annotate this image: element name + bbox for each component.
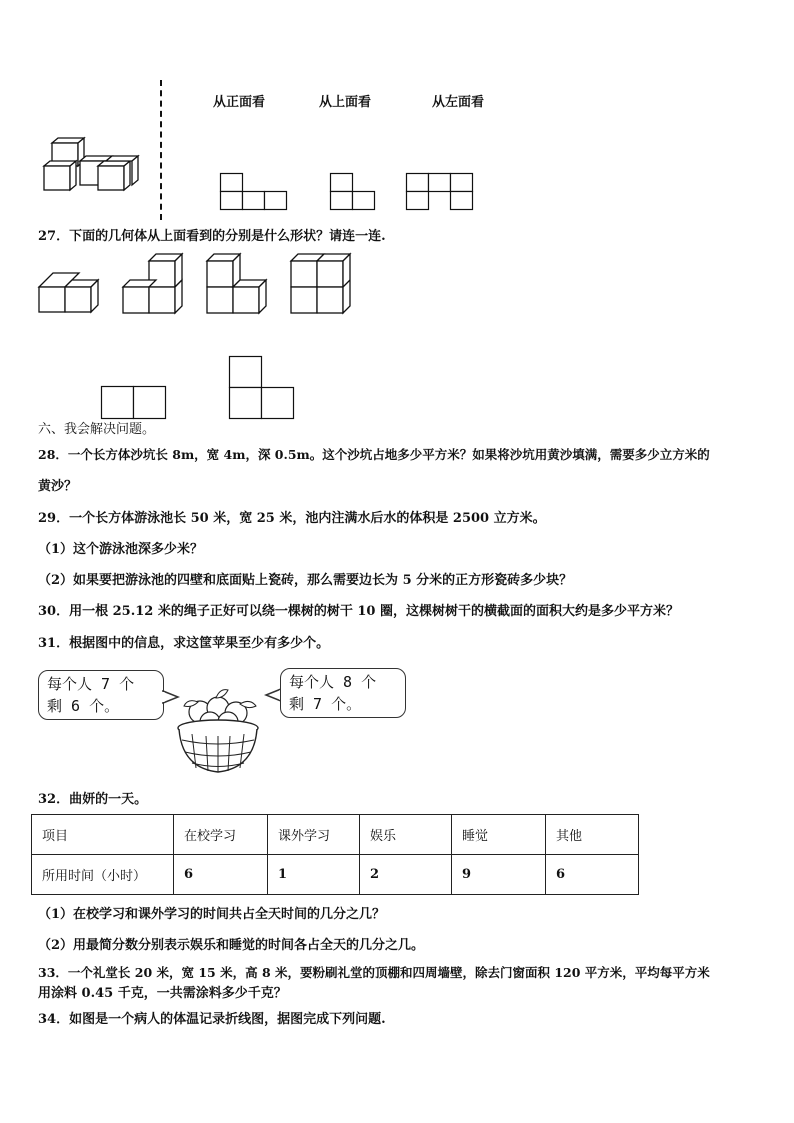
table-row — [32, 855, 639, 895]
solid-1 — [38, 268, 100, 314]
question-29-part1: （1）这个游泳池深多少米？ — [38, 542, 204, 557]
question-28-line2: 黄沙？ — [38, 479, 78, 494]
top-view-b — [229, 356, 295, 420]
question-29: 29．一个长方体游泳池长 50 米，宽 25 米，池内注满水后水的体积是 2500 立方米。 — [38, 511, 546, 526]
time-table — [31, 814, 639, 895]
table-cell: 1 — [268, 855, 360, 895]
question-30: 30．用一根 25.12 米的绳子正好可以绕一棵树的树干 10 圈，这棵树树干的横截面的面积大约是多少平方米？ — [38, 604, 679, 619]
bubble-right-line2: 剩 7 个。 — [289, 695, 362, 713]
table-cell: 6 — [174, 855, 268, 895]
table-header-cell: 项目 — [32, 815, 174, 855]
solid-4 — [290, 253, 352, 315]
question-32-part1: （1）在校学习和课外学习的时间共占全天时间的几分之几？ — [38, 907, 386, 922]
question-32-part2: （2）用最简分数分别表示娱乐和睡觉的时间各占全天的几分之几。 — [38, 938, 425, 953]
view-label-left: 从左面看 — [432, 95, 485, 110]
table-header-cell: 在校学习 — [174, 815, 268, 855]
table-header-cell: 娱乐 — [360, 815, 452, 855]
solid-2 — [122, 253, 184, 315]
table-cell: 9 — [452, 855, 546, 895]
question-31: 31．根据图中的信息，求这筐苹果至少有多少个。 — [38, 636, 330, 651]
view-label-top: 从上面看 — [319, 95, 372, 110]
cube-figure-top — [40, 135, 150, 195]
top-view-a — [101, 386, 167, 420]
bubble-right-line1: 每个人 8 个 — [289, 673, 377, 691]
section-6-heading: 六、我会解决问题。 — [38, 422, 156, 437]
question-33-line1: 33．一个礼堂长 20 米，宽 15 米，高 8 米，要粉刷礼堂的顶棚和四周墙壁，除去门窗面积 120 平方米，平均每平方米 — [38, 965, 710, 980]
question-28-line1: 28．一个长方体沙坑长 8m，宽 4m，深 0.5m。这个沙坑占地多少平方米？如果将沙坑用黄沙填满，需要多少立方米的 — [38, 447, 710, 462]
table-cell: 6 — [546, 855, 639, 895]
solid-3 — [206, 253, 268, 315]
speech-bubble-left — [38, 670, 164, 720]
table-header-cell: 课外学习 — [268, 815, 360, 855]
bubble-left-line2: 剩 6 个。 — [47, 697, 120, 715]
apple-basket-illustration — [168, 682, 268, 776]
view-shape-front — [220, 173, 288, 211]
table-header-cell: 睡觉 — [452, 815, 546, 855]
question-33-line2: 用涂料 0.45 千克，一共需涂料多少千克？ — [38, 986, 287, 1001]
question-34: 34．如图是一个病人的体温记录折线图，据图完成下列问题. — [38, 1012, 386, 1027]
dashed-divider — [160, 80, 162, 220]
speech-bubble-right — [280, 668, 406, 718]
table-header-cell: 其他 — [546, 815, 639, 855]
table-cell: 2 — [360, 855, 452, 895]
view-label-front: 从正面看 — [213, 95, 266, 110]
question-27: 27．下面的几何体从上面看到的分别是什么形状？请连一连. — [38, 229, 386, 244]
question-29-part2: （2）如果要把游泳池的四壁和底面贴上瓷砖，那么需要边长为 5 分米的正方形瓷砖多少块？ — [38, 573, 573, 588]
view-shape-top — [330, 173, 376, 211]
view-shape-left — [406, 173, 474, 211]
question-32: 32．曲妍的一天。 — [38, 792, 148, 807]
table-header-row — [32, 815, 639, 855]
bubble-left-line1: 每个人 7 个 — [47, 675, 135, 693]
table-cell: 所用时间（小时） — [32, 855, 174, 895]
